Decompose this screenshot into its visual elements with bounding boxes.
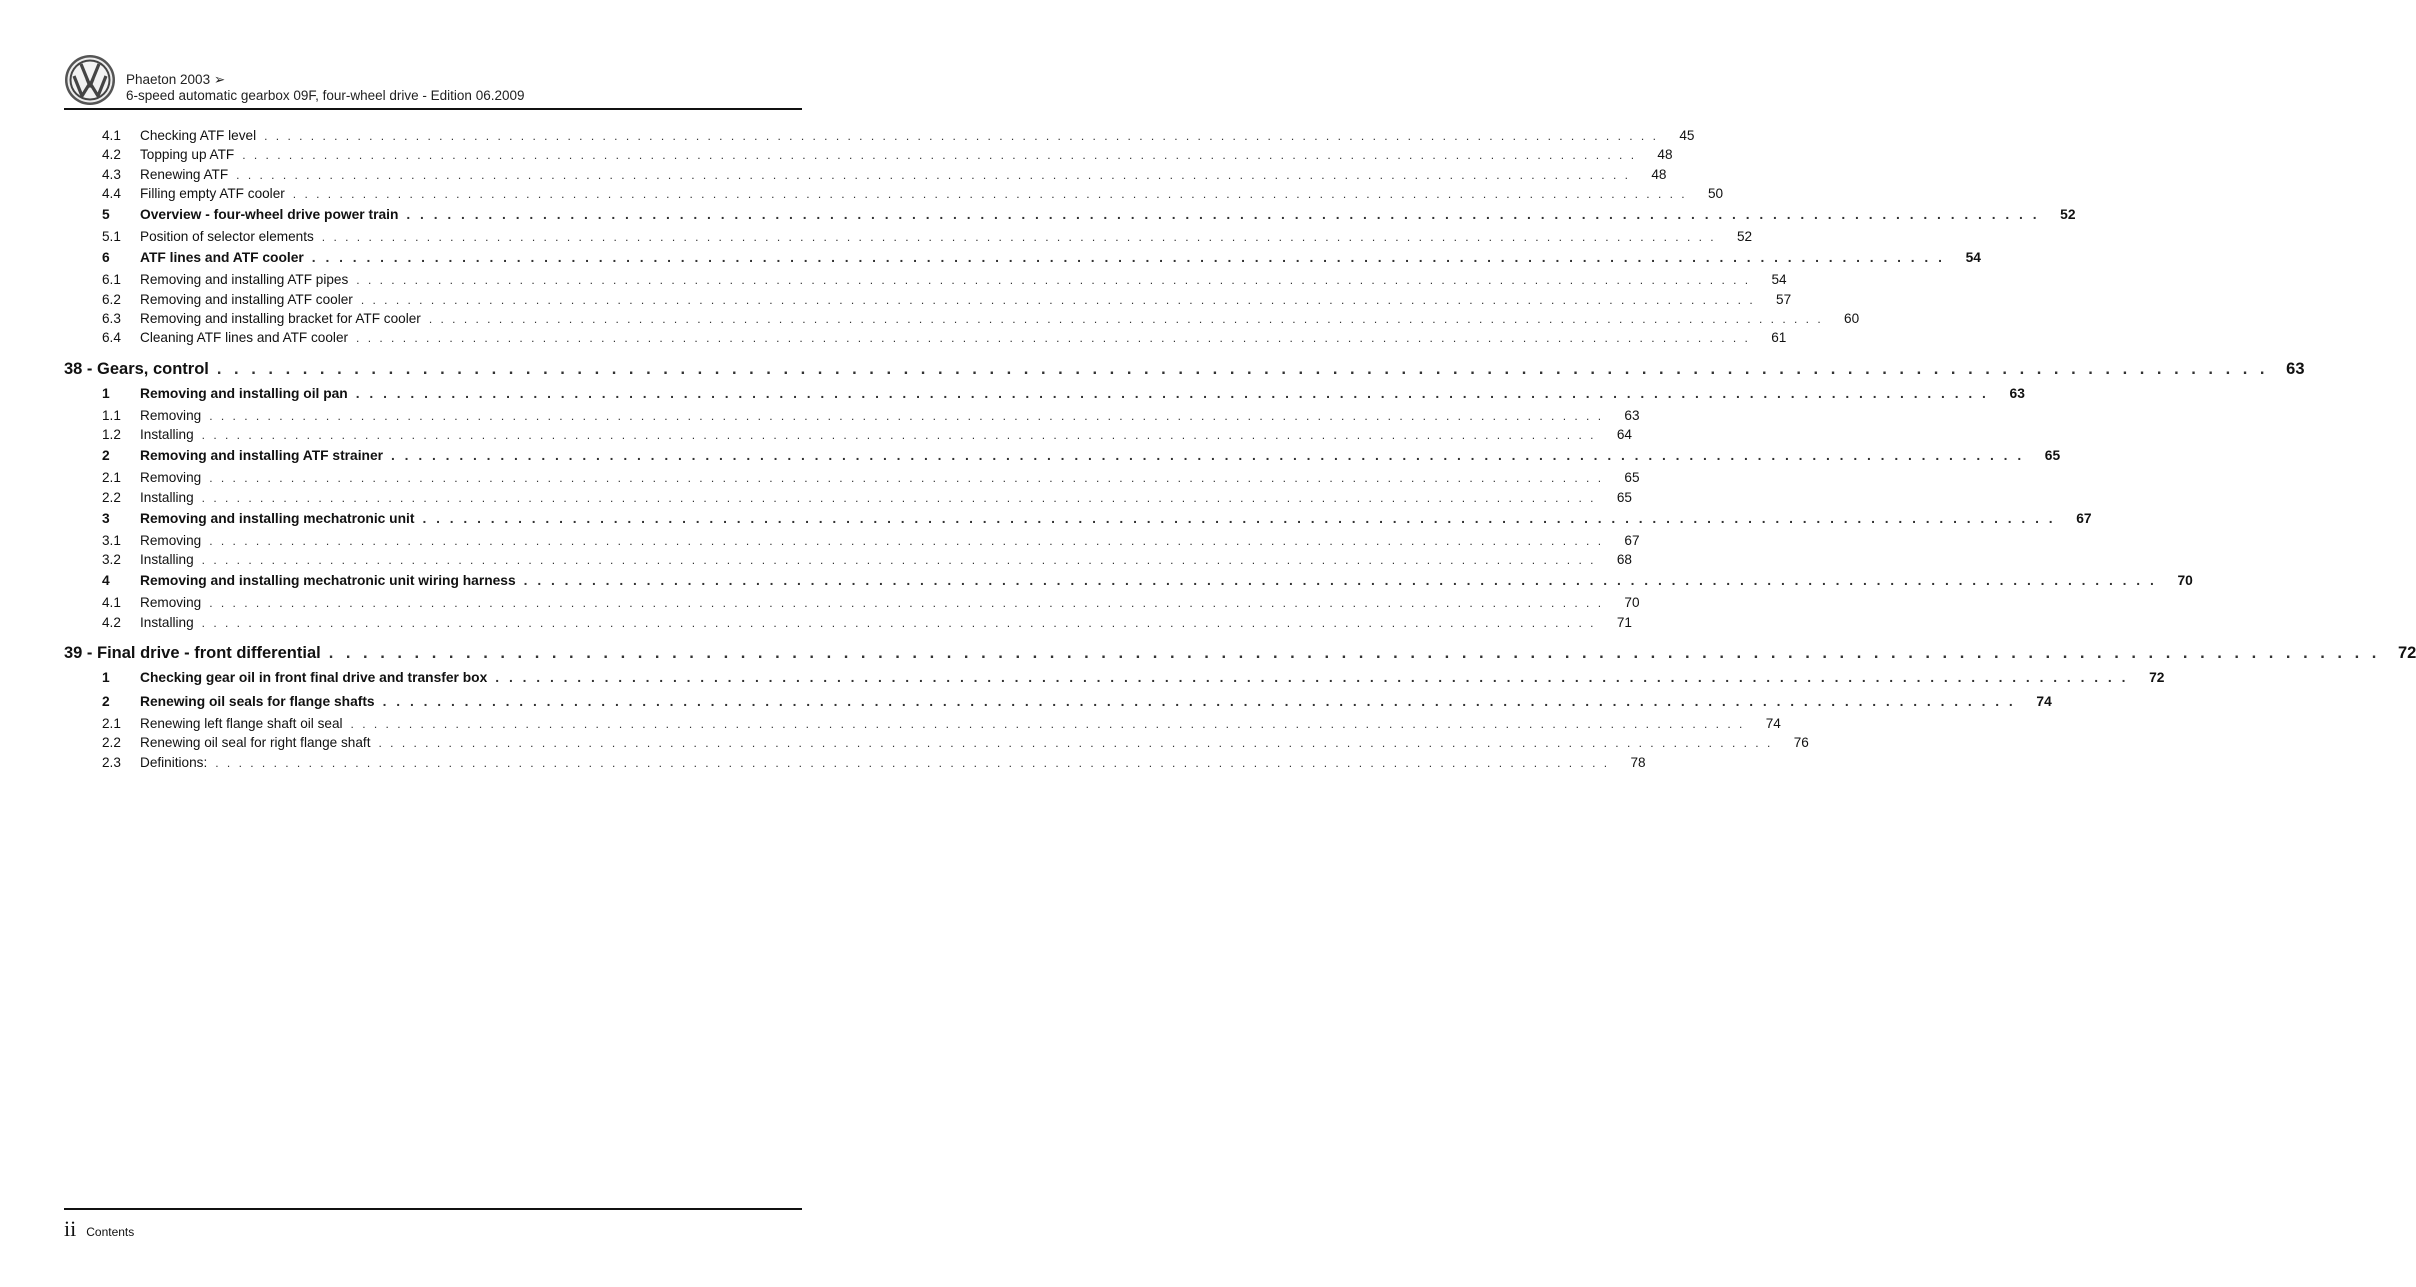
toc-entry-number: 5 (102, 207, 110, 223)
toc-dot-leader: . . . . . . . . . . . . . . . . . . . . . . . . . . . . . . . . . . . . . . . . . . . . . . . . . . . . . . . . . . . . . . . . . . . . . . . . . . . . . . . . . . . . . . . . . . . . . . . . . . . . . . . . . . . . . . . . . . . . . . . . (216, 359, 2269, 378)
toc-entry-title: Removing (140, 470, 202, 486)
toc-subsection-row[interactable] (64, 426, 1632, 446)
toc-subsection-row[interactable] (64, 716, 1781, 735)
toc-entry-page: 64 (1616, 426, 1632, 442)
toc-entry-page: 48 (1657, 147, 1673, 163)
toc-entry-title: Installing (140, 552, 194, 568)
toc-entry-page: 76 (1793, 735, 1809, 751)
toc-entry-page: 78 (1630, 754, 1646, 770)
toc-entry-number: 4 (102, 573, 110, 589)
toc-entry-title: Installing (140, 614, 194, 630)
toc-entry-page: 61 (1771, 330, 1787, 346)
toc-entry-number: 6.3 (102, 311, 121, 327)
toc-subsection-row[interactable] (64, 166, 1667, 186)
toc-subsection-row[interactable] (64, 614, 1632, 634)
toc-entry-number: 4.2 (102, 147, 121, 163)
toc-entry-page: 45 (1679, 128, 1695, 143)
toc-entry-title: Installing (140, 426, 194, 442)
toc-entry-number: 4.3 (102, 166, 121, 182)
toc-section-row[interactable] (64, 207, 2076, 229)
toc-entry-number: 1.2 (102, 426, 121, 442)
toc-entry-title: Removing and installing mechatronic unit wiring harness (140, 573, 516, 589)
toc-subsection-row[interactable] (64, 185, 1724, 205)
toc-entry-number: 6.2 (102, 291, 121, 307)
toc-chapter-row[interactable] (64, 644, 2416, 668)
toc-dot-leader: . . . . . . . . . . . . . . . . . . . . . . . . . . . . . . . . . . . . . . . . . . . . . . . . . . . . . . . . . . . . . . . . . . . . . . . . . . . . . . . . . . . . . . . . . . . . . . . . . . . . . . . . . . . . . . . . . . . . . . . . (215, 755, 1610, 770)
toc-subsection-row[interactable] (64, 147, 1673, 166)
toc-entry-page: 65 (2044, 448, 2061, 464)
toc-entry-title: Removing and installing oil pan (140, 385, 348, 401)
toc-entry-number: 2.2 (102, 735, 121, 751)
toc-dot-leader: . . . . . . . . . . . . . . . . . . . . . . . . . . . . . . . . . . . . . . . . . . . . . . . . . . . . . . . . . . . . . . . . . . . . . . . . . . . . . . . . . . . . . . . . . . . . . . . . . . . . . . . . . . . . . . . . . . . . . . . . (495, 670, 2129, 686)
toc-entry-title: 39 - Final drive - front differential (64, 644, 321, 663)
toc-entry-title: Removing and installing ATF strainer (140, 448, 384, 464)
toc-entry-title: Renewing ATF (140, 166, 229, 182)
toc-subsection-row[interactable] (64, 330, 1787, 349)
toc-entry-number: 6 (102, 250, 110, 266)
toc-dot-leader: . . . . . . . . . . . . . . . . . . . . . . . . . . . . . . . . . . . . . . . . . . . . . . . . . . . . . . . . . . . . . . . . . . . . . . . . . . . . . . . . . . . . . . . . . . . . . . . . . . . . . . . . . . . . . . . . . . . . . . . . (209, 408, 1604, 423)
toc-subsection-row[interactable] (64, 735, 1809, 754)
toc-subsection-row[interactable] (64, 311, 1860, 330)
toc-entry-page: 67 (2076, 510, 2092, 526)
toc-entry-title: Overview - four-wheel drive power train (140, 207, 399, 223)
toc-dot-leader: . . . . . . . . . . . . . . . . . . . . . . . . . . . . . . . . . . . . . . . . . . . . . . . . . . . . . . . . . . . . . . . . . . . . . . . . . . . . . . . . . . . . . . . . . . . . . . . . . . . . . . . . . . . . . . . . . . . . . . . . (209, 596, 1604, 611)
toc-entry-title: ATF lines and ATF cooler (140, 250, 304, 266)
toc-entry-number: 4.1 (102, 128, 121, 143)
toc-entry-number: 2 (102, 694, 110, 710)
toc-dot-leader: . . . . . . . . . . . . . . . . . . . . . . . . . . . . . . . . . . . . . . . . . . . . . . . . . . . . . . . . . . . . . . . . . . . . . . . . . . . . . . . . . . . . . . . . . . . . . . . . . . . . . . . . . . . . . . . . . . . . . . . . (201, 427, 1596, 442)
toc-dot-leader: . . . . . . . . . . . . . . . . . . . . . . . . . . . . . . . . . . . . . . . . . . . . . . . . . . . . . . . . . . . . . . . . . . . . . . . . . . . . . . . . . . . . . . . . . . . . . . . . . . . . . . . . . . . . . . . . . . . . . . . . (382, 694, 2016, 710)
toc-entry-page: 63 (2286, 359, 2305, 378)
toc-subsection-row[interactable] (64, 229, 1753, 248)
table-of-contents (64, 128, 2416, 774)
page-footer (64, 1216, 134, 1242)
toc-dot-leader: . . . . . . . . . . . . . . . . . . . . . . . . . . . . . . . . . . . . . . . . . . . . . . . . . . . . . . . . . . . . . . . . . . . . . . . . . . . . . . . . . . . . . . . . . . . . . . . . . . . . . . . . . . . . . . . . . . . . . . . . (355, 385, 1989, 401)
toc-section-row[interactable] (64, 510, 2092, 533)
toc-dot-leader: . . . . . . . . . . . . . . . . . . . . . . . . . . . . . . . . . . . . . . . . . . . . . . . . . . . . . . . . . . . . . . . . . . . . . . . . . . . . . . . . . . . . . . . . . . . . . . . . . . . . . . . . . . . . . . . . . . . . . . . . (391, 448, 2025, 464)
toc-dot-leader: . . . . . . . . . . . . . . . . . . . . . . . . . . . . . . . . . . . . . . . . . . . . . . . . . . . . . . . . . . . . . . . . . . . . . . . . . . . . . . . . . . . . . . . . . . . . . . . . . . . . . . . . . . . . . . . . . . . . . . . . (428, 312, 1824, 327)
header-model: Phaeton 2003 ➢ (126, 72, 226, 87)
toc-entry-page: 57 (1776, 291, 1792, 307)
toc-entry-title: Removing (140, 407, 202, 423)
toc-dot-leader: . . . . . . . . . . . . . . . . . . . . . . . . . . . . . . . . . . . . . . . . . . . . . . . . . . . . . . . . . . . . . . . . . . . . . . . . . . . . . . . . . . . . . . . . . . . . . . . . . . . . . . . . . . . . . . . . . . . . . . . . (328, 644, 2381, 663)
toc-entry-number: 5.1 (102, 229, 121, 245)
toc-entry-number: 6.1 (102, 272, 121, 288)
toc-entry-title: Position of selector elements (140, 229, 314, 245)
toc-entry-page: 72 (2149, 670, 2165, 686)
toc-entry-title: Topping up ATF (140, 147, 235, 163)
toc-entry-number: 6.4 (102, 330, 121, 346)
toc-entry-title: Removing and installing mechatronic unit (140, 510, 415, 526)
toc-entry-title: Removing and installing bracket for ATF cooler (140, 311, 421, 327)
header-subtitle: 6-speed automatic gearbox 09F, four-wheel drive - Edition 06.2009 (126, 88, 525, 103)
toc-entry-page: 63 (1624, 407, 1640, 423)
toc-dot-leader: . . . . . . . . . . . . . . . . . . . . . . . . . . . . . . . . . . . . . . . . . . . . . . . . . . . . . . . . . . . . . . . . . . . . . . . . . . . . . . . . . . . . . . . . . . . . . . . . . . . . . . . . . . . . . . . . . . . . . . . . (523, 573, 2157, 589)
toc-entry-page: 71 (1616, 614, 1632, 630)
toc-entry-number: 1.1 (102, 407, 121, 423)
toc-entry-page: 70 (1624, 595, 1640, 611)
toc-dot-leader: . . . . . . . . . . . . . . . . . . . . . . . . . . . . . . . . . . . . . . . . . . . . . . . . . . . . . . . . . . . . . . . . . . . . . . . . . . . . . . . . . . . . . . . . . . . . . . . . . . . . . . . . . . . . . . . . . . . . . . . . (360, 292, 1756, 307)
toc-dot-leader: . . . . . . . . . . . . . . . . . . . . . . . . . . . . . . . . . . . . . . . . . . . . . . . . . . . . . . . . . . . . . . . . . . . . . . . . . . . . . . . . . . . . . . . . . . . . . . . . . . . . . . . . . . . . . . . . . . . . . . . . (201, 615, 1596, 630)
toc-section-row[interactable] (64, 670, 2165, 692)
toc-entry-page: 68 (1616, 552, 1632, 568)
toc-entry-title: Removing (140, 532, 202, 548)
toc-subsection-row[interactable] (64, 470, 1640, 489)
toc-entry-title: Renewing oil seals for flange shafts (140, 694, 375, 710)
toc-subsection-row[interactable] (64, 489, 1632, 509)
toc-dot-leader: . . . . . . . . . . . . . . . . . . . . . . . . . . . . . . . . . . . . . . . . . . . . . . . . . . . . . . . . . . . . . . . . . . . . . . . . . . . . . . . . . . . . . . . . . . . . . . . . . . . . . . . . . . . . . . . . . . . . . . . . (350, 717, 1745, 732)
footer-label: Contents (86, 1225, 135, 1239)
toc-dot-leader: . . . . . . . . . . . . . . . . . . . . . . . . . . . . . . . . . . . . . . . . . . . . . . . . . . . . . . . . . . . . . . . . . . . . . . . . . . . . . . . . . . . . . . . . . . . . . . . . . . . . . . . . . . . . . . . . . . . . . . . . (378, 736, 1773, 751)
toc-entry-number: 4.4 (102, 185, 121, 201)
toc-entry-page: 65 (1624, 470, 1640, 486)
toc-dot-leader: . . . . . . . . . . . . . . . . . . . . . . . . . . . . . . . . . . . . . . . . . . . . . . . . . . . . . . . . . . . . . . . . . . . . . . . . . . . . . . . . . . . . . . . . . . . . . . . . . . . . . . . . . . . . . . . . . . . . . . . . (406, 207, 2040, 223)
toc-subsection-row[interactable] (64, 532, 1640, 552)
toc-entry-title: Renewing oil seal for right flange shaft (140, 735, 371, 751)
toc-dot-leader: . . . . . . . . . . . . . . . . . . . . . . . . . . . . . . . . . . . . . . . . . . . . . . . . . . . . . . . . . . . . . . . . . . . . . . . . . . . . . . . . . . . . . . . . . . . . . . . . . . . . . . . . . . . . . . . . . . . . . . . . (292, 186, 1688, 201)
toc-entry-title: Definitions: (140, 754, 208, 770)
toc-entry-title: Removing and installing ATF pipes (140, 272, 349, 288)
toc-entry-number: 1 (102, 670, 110, 686)
toc-entry-title: Installing (140, 489, 194, 505)
header-title (126, 72, 525, 104)
toc-entry-page: 50 (1708, 185, 1724, 201)
toc-section-row[interactable] (64, 448, 2061, 470)
toc-entry-page: 52 (2060, 207, 2076, 223)
toc-dot-leader: . . . . . . . . . . . . . . . . . . . . . . . . . . . . . . . . . . . . . . . . . . . . . . . . . . . . . . . . . . . . . . . . . . . . . . . . . . . . . . . . . . . . . . . . . . . . . . . . . . . . . . . . . . . . . . . . . . . . . . . . (264, 129, 1659, 143)
toc-entry-title: Renewing left flange shaft oil seal (140, 716, 343, 732)
toc-entry-page: 52 (1737, 229, 1753, 245)
toc-entry-title: Cleaning ATF lines and ATF cooler (140, 330, 349, 346)
toc-dot-leader: . . . . . . . . . . . . . . . . . . . . . . . . . . . . . . . . . . . . . . . . . . . . . . . . . . . . . . . . . . . . . . . . . . . . . . . . . . . . . . . . . . . . . . . . . . . . . . . . . . . . . . . . . . . . . . . . . . . . . . . . (422, 510, 2056, 526)
toc-entry-title: Removing (140, 595, 202, 611)
toc-entry-title: Checking ATF level (140, 128, 257, 143)
toc-entry-number: 4.1 (102, 595, 121, 611)
footer-page-number: ii (64, 1216, 77, 1241)
toc-section-row[interactable] (64, 694, 2052, 716)
toc-chapter-row[interactable] (64, 359, 2305, 384)
toc-subsection-row[interactable] (64, 128, 1695, 147)
toc-entry-page: 65 (1616, 489, 1632, 505)
toc-dot-leader: . . . . . . . . . . . . . . . . . . . . . . . . . . . . . . . . . . . . . . . . . . . . . . . . . . . . . . . . . . . . . . . . . . . . . . . . . . . . . . . . . . . . . . . . . . . . . . . . . . . . . . . . . . . . . . . . . . . . . . . . (201, 490, 1596, 505)
toc-entry-page: 74 (1765, 716, 1781, 732)
toc-entry-number: 2.1 (102, 470, 121, 486)
toc-entry-number: 2.2 (102, 489, 121, 505)
toc-dot-leader: . . . . . . . . . . . . . . . . . . . . . . . . . . . . . . . . . . . . . . . . . . . . . . . . . . . . . . . . . . . . . . . . . . . . . . . . . . . . . . . . . . . . . . . . . . . . . . . . . . . . . . . . . . . . . . . . . . . . . . . . (321, 230, 1717, 245)
toc-entry-number: 2 (102, 448, 110, 464)
toc-subsection-row[interactable] (64, 552, 1632, 571)
toc-entry-page: 63 (2009, 385, 2025, 401)
toc-subsection-row[interactable] (64, 291, 1792, 311)
toc-dot-leader: . . . . . . . . . . . . . . . . . . . . . . . . . . . . . . . . . . . . . . . . . . . . . . . . . . . . . . . . . . . . . . . . . . . . . . . . . . . . . . . . . . . . . . . . . . . . . . . . . . . . . . . . . . . . . . . . . . . . . . . . (356, 273, 1751, 288)
header-divider (64, 108, 802, 110)
toc-dot-leader: . . . . . . . . . . . . . . . . . . . . . . . . . . . . . . . . . . . . . . . . . . . . . . . . . . . . . . . . . . . . . . . . . . . . . . . . . . . . . . . . . . . . . . . . . . . . . . . . . . . . . . . . . . . . . . . . . . . . . . . . (209, 533, 1604, 548)
toc-dot-leader: . . . . . . . . . . . . . . . . . . . . . . . . . . . . . . . . . . . . . . . . . . . . . . . . . . . . . . . . . . . . . . . . . . . . . . . . . . . . . . . . . . . . . . . . . . . . . . . . . . . . . . . . . . . . . . . . . . . . . . . . (236, 167, 1631, 182)
toc-entry-number: 3.1 (102, 532, 121, 548)
footer-divider (64, 1208, 802, 1210)
toc-dot-leader: . . . . . . . . . . . . . . . . . . . . . . . . . . . . . . . . . . . . . . . . . . . . . . . . . . . . . . . . . . . . . . . . . . . . . . . . . . . . . . . . . . . . . . . . . . . . . . . . . . . . . . . . . . . . . . . . . . . . . . . . (356, 331, 1751, 346)
toc-dot-leader: . . . . . . . . . . . . . . . . . . . . . . . . . . . . . . . . . . . . . . . . . . . . . . . . . . . . . . . . . . . . . . . . . . . . . . . . . . . . . . . . . . . . . . . . . . . . . . . . . . . . . . . . . . . . . . . . . . . . . . . . (242, 148, 1637, 163)
toc-dot-leader: . . . . . . . . . . . . . . . . . . . . . . . . . . . . . . . . . . . . . . . . . . . . . . . . . . . . . . . . . . . . . . . . . . . . . . . . . . . . . . . . . . . . . . . . . . . . . . . . . . . . . . . . . . . . . . . . . . . . . . . . (201, 553, 1596, 568)
toc-subsection-row[interactable] (64, 595, 1640, 614)
toc-entry-page: 48 (1651, 166, 1667, 182)
toc-dot-leader: . . . . . . . . . . . . . . . . . . . . . . . . . . . . . . . . . . . . . . . . . . . . . . . . . . . . . . . . . . . . . . . . . . . . . . . . . . . . . . . . . . . . . . . . . . . . . . . . . . . . . . . . . . . . . . . . . . . . . . . . (311, 250, 1945, 266)
toc-entry-number: 2.3 (102, 754, 121, 770)
toc-section-row[interactable] (64, 573, 2193, 595)
toc-subsection-row[interactable] (64, 272, 1787, 291)
toc-entry-page: 54 (1771, 272, 1787, 288)
toc-entry-title: 38 - Gears, control (64, 359, 209, 378)
toc-dot-leader: . . . . . . . . . . . . . . . . . . . . . . . . . . . . . . . . . . . . . . . . . . . . . . . . . . . . . . . . . . . . . . . . . . . . . . . . . . . . . . . . . . . . . . . . . . . . . . . . . . . . . . . . . . . . . . . . . . . . . . . . (209, 471, 1604, 486)
toc-subsection-row[interactable] (64, 754, 1646, 774)
page-header (64, 54, 802, 110)
toc-entry-page: 67 (1624, 532, 1640, 548)
toc-entry-title: Filling empty ATF cooler (140, 185, 285, 201)
toc-entry-page: 54 (1965, 250, 1981, 266)
toc-entry-number: 2.1 (102, 716, 121, 732)
toc-subsection-row[interactable] (64, 407, 1640, 427)
toc-section-row[interactable] (64, 250, 1981, 272)
toc-section-row[interactable] (64, 385, 2025, 408)
toc-entry-page: 70 (2177, 573, 2193, 589)
toc-entry-page: 72 (2397, 644, 2416, 663)
toc-entry-number: 3 (102, 510, 110, 526)
toc-entry-title: Removing and installing ATF cooler (140, 291, 353, 307)
toc-entry-number: 1 (102, 385, 110, 401)
toc-entry-title: Checking gear oil in front final drive and transfer box (140, 670, 488, 686)
toc-entry-number: 3.2 (102, 552, 121, 568)
toc-entry-number: 4.2 (102, 614, 121, 630)
toc-entry-page: 74 (2036, 694, 2052, 710)
vw-logo-icon (64, 54, 116, 106)
toc-entry-page: 60 (1844, 311, 1860, 327)
